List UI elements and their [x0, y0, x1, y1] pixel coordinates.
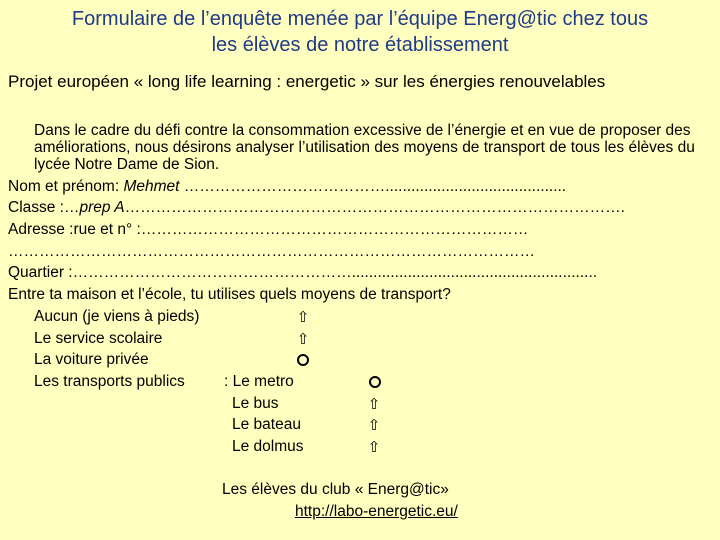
class-field[interactable]: [8, 199, 625, 217]
option-dolmus-arrow-icon[interactable]: ⇧: [367, 439, 381, 456]
option-boat-arrow-icon[interactable]: ⇧: [367, 417, 381, 434]
option-bus-arrow-icon[interactable]: ⇧: [367, 396, 381, 413]
option-school-bus-arrow-icon[interactable]: ⇧: [296, 331, 310, 348]
quarter-field[interactable]: Quartier :……………………………………………….........................................................: [8, 264, 598, 281]
form-title: [0, 6, 720, 58]
name-dots: …………………………………..........................................: [179, 178, 567, 195]
name-label: Nom et prénom:: [8, 178, 124, 195]
name-value: Mehmet: [123, 178, 180, 195]
class-label: Classe :…: [8, 199, 80, 216]
footer-link[interactable]: http://labo-energetic.eu/: [295, 503, 458, 520]
project-subtitle: Projet européen « long life learning : energetic » sur les énergies renouvelables: [8, 72, 606, 91]
class-value: prep A: [79, 199, 125, 216]
option-boat-label: Le bateau: [232, 416, 301, 433]
option-bus-label: Le bus: [232, 395, 279, 412]
address-continuation[interactable]: …………………………………………………………………………………………: [8, 243, 535, 260]
address-field[interactable]: Adresse :rue et n° :…………………………………………………………………: [8, 221, 529, 238]
transport-question: Entre ta maison et l’école, tu utilises quels moyens de transport?: [8, 286, 451, 303]
option-walk-label: Aucun (je viens à pieds): [34, 308, 200, 325]
option-metro-circle-icon[interactable]: [369, 376, 381, 388]
class-dots: …………………………………………………………………………………….: [124, 199, 625, 216]
option-dolmus-label: Le dolmus: [232, 438, 304, 455]
name-field[interactable]: [8, 178, 566, 196]
option-school-bus-label: Le service scolaire: [34, 330, 163, 347]
title-line-2: les élèves de notre établissement: [211, 34, 509, 56]
title-line-1: Formulaire de l’enquête menée par l’équipe Energ@tic chez tous: [71, 8, 649, 30]
option-metro-label: : Le metro: [224, 373, 294, 390]
option-car-circle-icon[interactable]: [297, 354, 309, 366]
option-car-label: La voiture privée: [34, 351, 149, 368]
option-walk-arrow-icon[interactable]: ⇧: [296, 309, 310, 326]
option-public-label: Les transports publics: [34, 373, 185, 390]
footer-club: Les élèves du club « Energ@tic»: [222, 481, 449, 498]
intro-paragraph: Dans le cadre du défi contre la consommation excessive de l’énergie et en vue de proposer des améliorations, nous désirons analyser l’utilisation des moyens de transport de tous les élèves du lycée Notre Dame de Sion.: [34, 122, 695, 173]
